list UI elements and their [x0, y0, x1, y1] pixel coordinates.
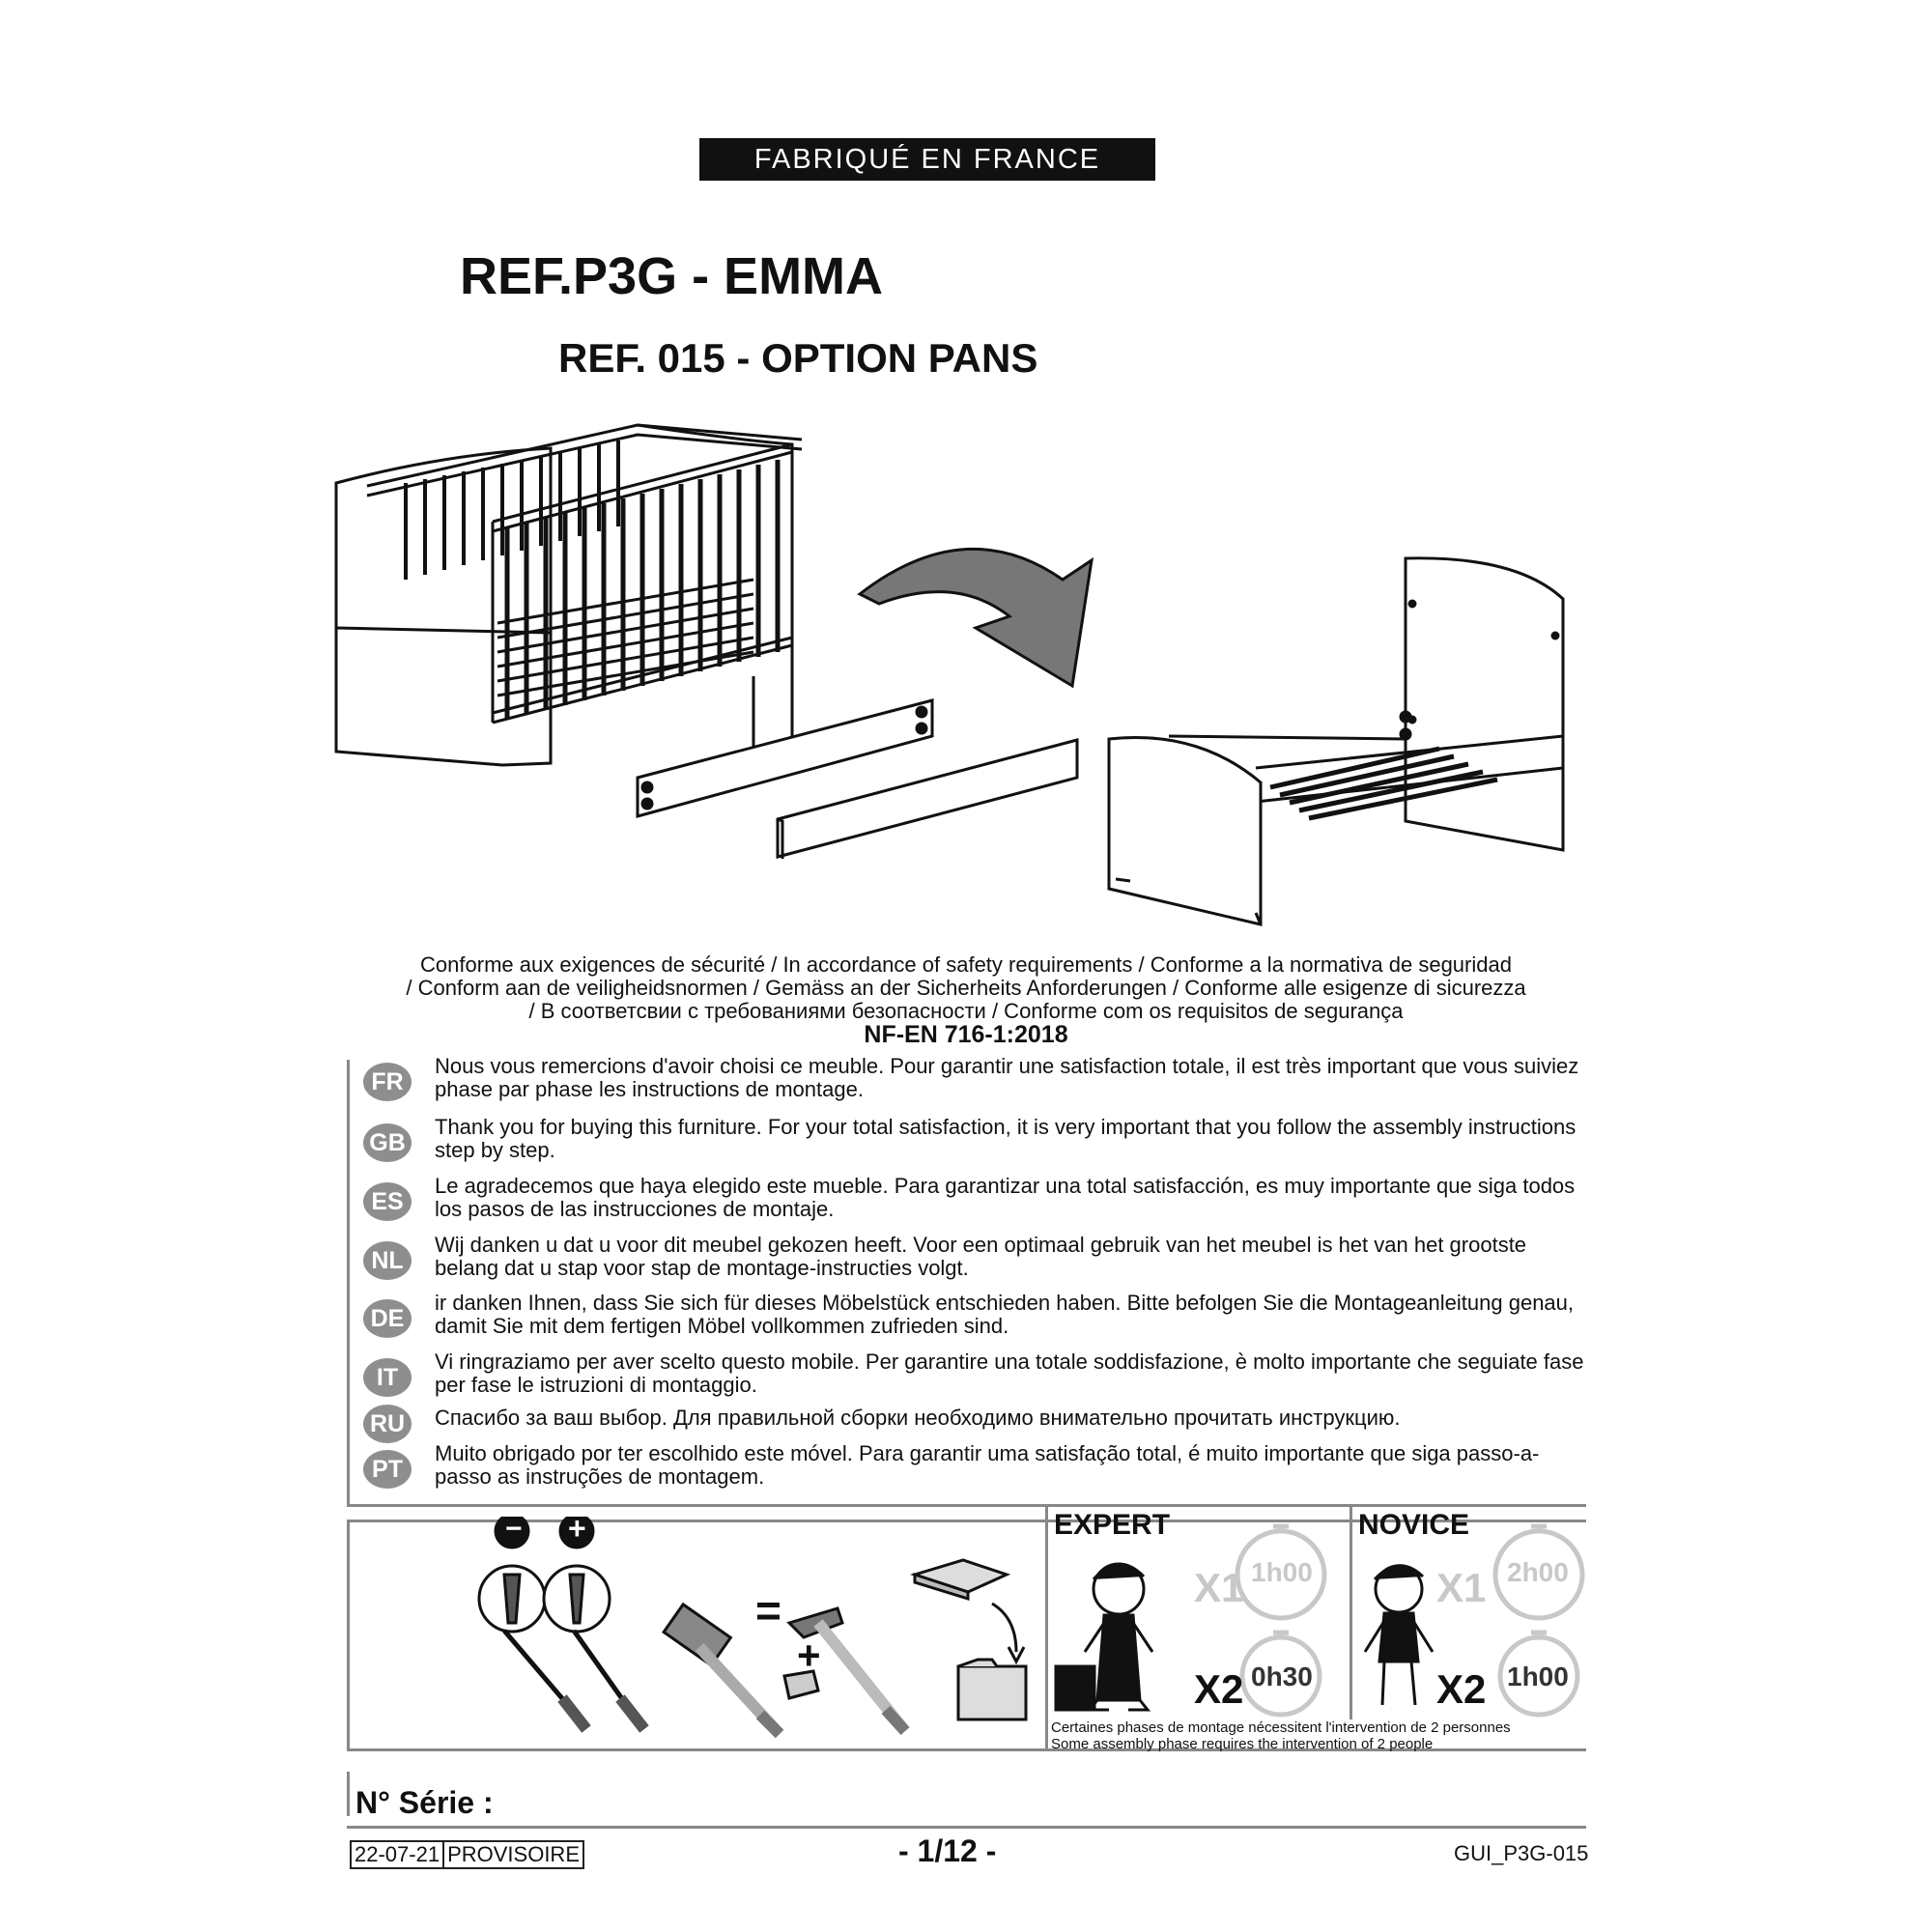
expert-time-one: 1h00 — [1251, 1557, 1313, 1587]
revision-date: 22-07-21 — [355, 1842, 440, 1866]
compliance-line: Conforme aux exigences de sécurité / In accordance of safety requirements / Conforme a la normativa de seguridad — [420, 952, 1512, 977]
compliance-line: / Conform aan de veiligheidsnormen / Gemäss an der Sicherheits Anforderungen / Conforme alle esigenze di sicurezza — [406, 976, 1526, 1000]
minus-symbol: − — [505, 1513, 523, 1545]
two-person-note — [1051, 1719, 1592, 1752]
novice-panel — [1355, 1507, 1592, 1719]
page-title: REF.P3G - EMMA — [460, 247, 884, 305]
origin-banner: FABRIQUÉ EN FRANCE — [699, 138, 1155, 181]
expert-two-people: X2 — [1194, 1666, 1244, 1712]
novice-worker-icon — [1365, 1566, 1433, 1705]
hammer-plus-symbol: + — [797, 1633, 821, 1678]
lang-text-it: Vi ringraziamo per aver scelto questo mobile. Per garantire una totale soddisfazione, è molto importante che seguiate fase per fase le istruzioni di montaggio. — [435, 1350, 1584, 1397]
lang-badge-pt: PT — [363, 1450, 412, 1489]
instruction-book-icon — [915, 1560, 1007, 1599]
lang-text-pt: Muito obrigado por ter escolhido este móvel. Para garantir uma satisfação total, é muito importante que siga passo-a-passo as instruções de montagem. — [435, 1441, 1540, 1489]
lang-text-nl: Wij danken u dat u voor dit meubel gekozen heeft. Voor een optimaal gebruik van het meubel is het van het grootste belang dat u stap voor stap de montage-instructies volgt. — [435, 1233, 1527, 1280]
expert-time-two: 0h30 — [1251, 1662, 1313, 1691]
arrow-icon — [860, 549, 1092, 686]
expert-label: EXPERT — [1054, 1509, 1171, 1541]
novice-time-one: 2h00 — [1507, 1557, 1569, 1587]
novice-two-people: X2 — [1436, 1666, 1487, 1712]
crib-conversion-illustration — [328, 386, 1604, 947]
serial-number-label: N° Série : — [355, 1785, 494, 1820]
phillips-screwdriver-icon — [574, 1631, 644, 1729]
plus-symbol: + — [568, 1511, 586, 1546]
section-divider — [347, 1772, 350, 1816]
lang-badge-es: ES — [363, 1182, 412, 1221]
lang-text-gb: Thank you for buying this furniture. For your total satisfaction, it is very important that you follow the assembly instructions step by step. — [435, 1115, 1577, 1162]
lang-badge-nl: NL — [363, 1241, 412, 1280]
junior-bed-illustration — [1109, 558, 1563, 924]
note-en: Some assembly phase requires the intervention of 2 people — [1051, 1736, 1434, 1752]
flat-screwdriver-tip-icon — [479, 1566, 545, 1632]
section-divider — [1350, 1507, 1352, 1719]
toolbox-icon — [1056, 1666, 1094, 1710]
safety-norm: NF-EN 716-1:2018 — [864, 1021, 1068, 1048]
revision-status: PROVISOIRE — [442, 1842, 582, 1867]
crib-illustration — [336, 425, 802, 765]
section-divider — [1045, 1507, 1048, 1750]
equals-symbol: = — [755, 1585, 781, 1635]
lang-text-ru: Спасибо за ваш выбор. Для правильной сборки необходимо внимательно прочитать инструкцию. — [435, 1406, 1401, 1430]
section-divider — [347, 1060, 350, 1506]
revision-box — [350, 1840, 584, 1869]
lang-badge-fr: FR — [363, 1063, 412, 1101]
lang-text-fr: Nous vous remercions d'avoir choisi ce meuble. Pour garantir une satisfaction totale, il est très important que vous suiviez phase par phase les instructions de montage. — [435, 1054, 1579, 1101]
section-divider — [347, 1826, 1586, 1829]
lang-badge-it: IT — [363, 1358, 412, 1397]
lang-badge-gb: GB — [363, 1123, 412, 1162]
note-fr: Certaines phases de montage nécessitent l'intervention de 2 personnes — [1051, 1719, 1511, 1736]
novice-label: NOVICE — [1358, 1509, 1470, 1541]
expert-panel — [1051, 1507, 1346, 1719]
lang-badge-ru: RU — [363, 1405, 412, 1443]
folder-icon — [958, 1604, 1026, 1719]
compliance-line: / В соответсвии с требованиями безопасности / Conforme com os requisitos de segurança — [528, 999, 1404, 1023]
document-reference: GUI_P3G-015 — [1454, 1841, 1589, 1865]
lang-badge-de: DE — [363, 1299, 412, 1338]
novice-one-person: X1 — [1436, 1565, 1487, 1610]
page-subtitle: REF. 015 - OPTION PANS — [558, 335, 1038, 381]
phillips-screwdriver-tip-icon — [544, 1566, 610, 1632]
flat-screwdriver-icon — [504, 1631, 586, 1729]
novice-time-two: 1h00 — [1507, 1662, 1569, 1691]
lang-text-de: ir danken Ihnen, dass Sie sich für dieses Möbelstück entschieden haben. Bitte befolgen Sie die Montageanleitung genau, damit Sie mit dem fertigen Möbel vollkommen zufrieden sind. — [435, 1291, 1575, 1338]
page-number: - 1/12 - — [898, 1833, 997, 1868]
tools-panel — [350, 1511, 1045, 1748]
expert-one-person: X1 — [1194, 1565, 1244, 1610]
compliance-statement — [328, 953, 1604, 1046]
lang-text-es: Le agradecemos que haya elegido este mueble. Para garantizar una total satisfacción, es muy importante que siga todos los pasos de las instrucciones de montaje. — [435, 1174, 1576, 1221]
